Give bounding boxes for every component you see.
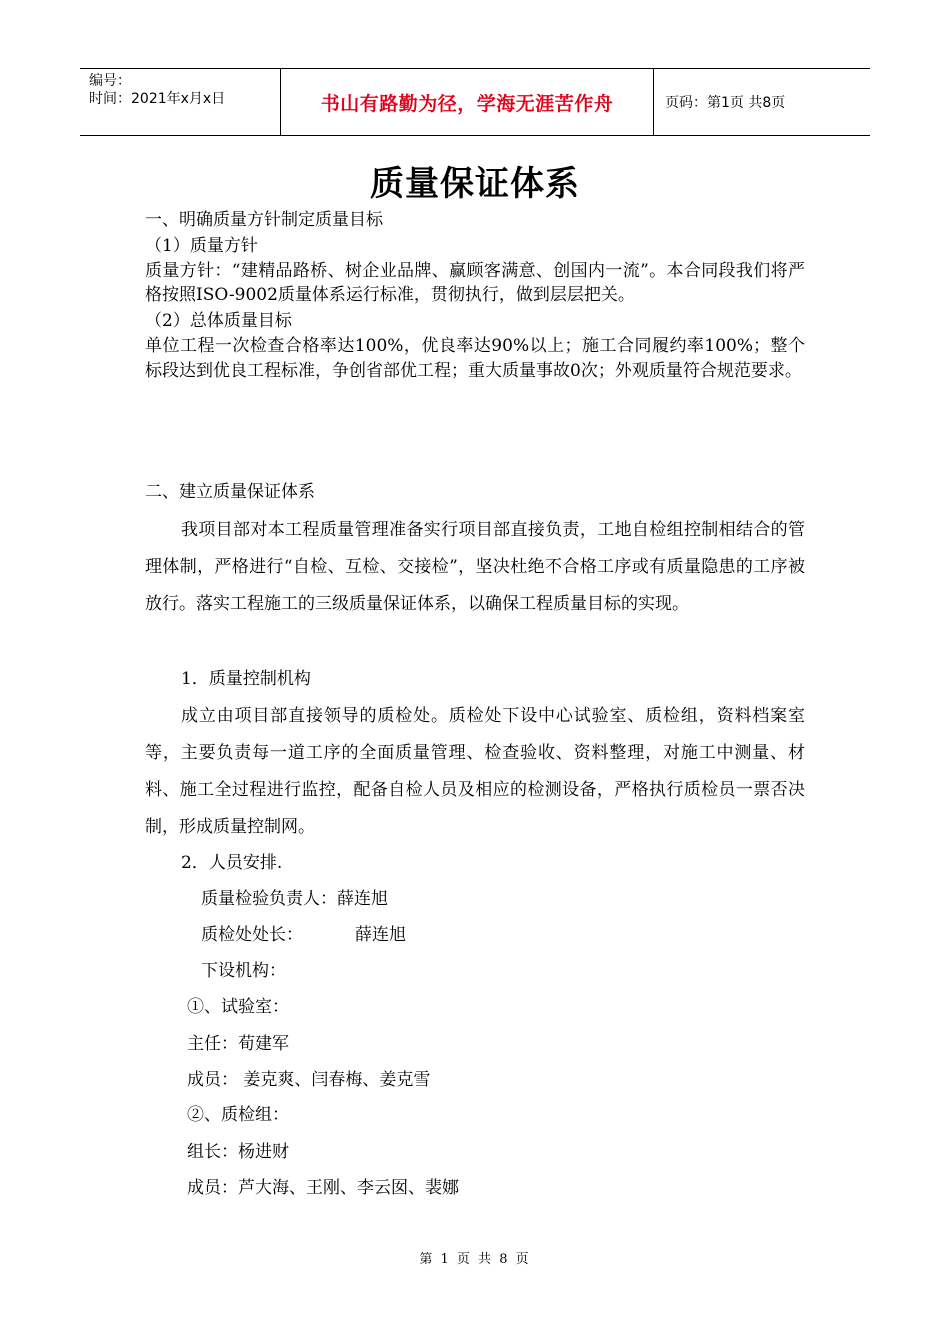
inspector-line: 质量检验负责人：薛连旭 <box>201 889 388 909</box>
page-footer: 第 1 页 共 8 页 <box>419 1252 531 1267</box>
section1-sub1: （1）质量方针 <box>145 236 258 256</box>
lab-members: 成员： 姜克爽、闫春梅、姜克雪 <box>187 1070 431 1090</box>
page-header <box>80 68 870 136</box>
sub-org-label: 下设机构： <box>201 961 286 981</box>
lab-director: 主任：荀建军 <box>187 1034 289 1054</box>
qc-members: 成员：芦大海、王刚、李云囡、裴娜 <box>187 1178 459 1198</box>
section2-heading: 二、建立质量保证体系 <box>145 482 315 502</box>
document-code-label: 编号： <box>89 73 131 89</box>
item1-title: 1．质量控制机构 <box>181 669 311 689</box>
chief-name: 薛连旭 <box>355 925 406 945</box>
qc-heading: ②、质检组： <box>187 1105 289 1125</box>
section2-intro: 我项目部对本工程质量管理准备实行项目部直接负责，工地自检组控制相结合的管理体制，严格进行“自检、互检、交接检”，坚决杜绝不合格工序或有质量隐患的工序被放行。落实工程施工的三级质量保证体系，以确保工程质量目标的实现。 <box>145 520 805 614</box>
quality-policy: 质量方针：“建精品路桥、树企业品牌、赢顾客满意、创国内一流”。本合同段我们将严格按照ISO-9002质量体系运行标准，贯彻执行，做到层层把关。 <box>145 261 805 305</box>
header-meta <box>80 69 281 135</box>
section1-sub2: （2）总体质量目标 <box>145 311 292 331</box>
chief-label: 质检处处长： <box>201 925 303 945</box>
quality-goal: 单位工程一次检查合格率达100%，优良率达90%以上；施工合同履约率100%；整个标段达到优良工程标准，争创省部优工程；重大质量事故0次；外观质量符合规范要求。 <box>145 336 805 381</box>
header-page-number: 页码：第1页 共8页 <box>665 95 786 111</box>
document-title: 质量保证体系 <box>370 164 580 204</box>
section1-heading: 一、明确质量方针制定质量目标 <box>145 210 383 230</box>
header-motto: 书山有路勤为径，学海无涯苦作舟 <box>281 69 654 135</box>
item1-text: 成立由项目部直接领导的质检处。质检处下设中心试验室、质检组，资料档案室等，主要负责每一道工序的全面质量管理、检查验收、资料整理，对施工中测量、材料、施工全过程进行监控，配备自检人员及相应的检测设备，严格执行质检员一票否决制，形成质量控制网。 <box>145 706 805 837</box>
document-date: 时间：2021年x月x日 <box>89 91 226 107</box>
lab-heading: ①、试验室： <box>187 997 289 1017</box>
qc-leader: 组长：杨进财 <box>187 1142 289 1162</box>
item2-title: 2．人员安排. <box>181 853 283 873</box>
